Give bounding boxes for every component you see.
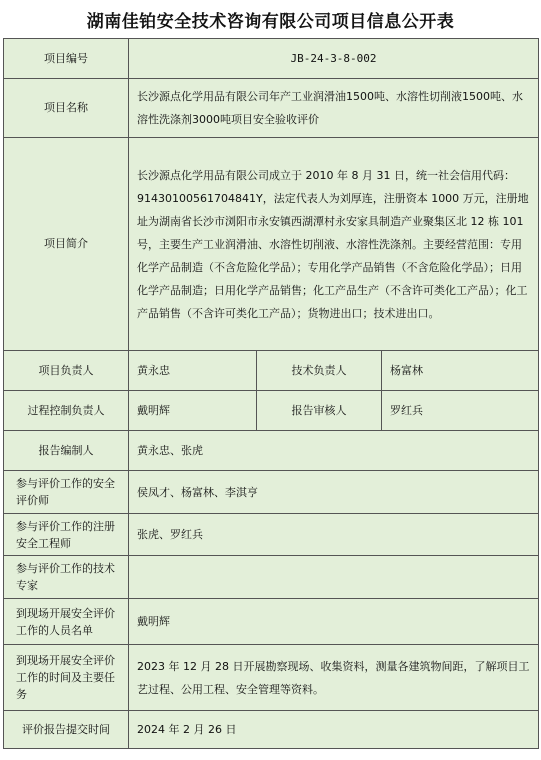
row-onsite-staff bbox=[4, 599, 539, 645]
report-reviewer-value: 罗红兵 bbox=[382, 391, 539, 431]
tech-lead-value: 杨富林 bbox=[382, 351, 539, 391]
row-onsite-tasks bbox=[4, 645, 539, 711]
process-control-value: 戴明辉 bbox=[129, 391, 257, 431]
report-reviewer-label: 报告审核人 bbox=[257, 391, 382, 431]
project-intro-value: 长沙源点化学用品有限公司成立于 2010 年 8 月 31 日，统一社会信用代码：91430100561704841Y，法定代表人为刘厚连，注册资本 1000 万元，注册地址为湖南省长沙市浏阳市永安镇西湖潭村永安家具制造产业聚集区北 12 栋 101 号，主要生产工业润滑油、水溶性切削液、水溶性洗涤剂。主要经营范围：专用化学产品制造（不含危险化学品）；专用化学产品销售（不含危险化学品）；日用化学产品制造；日用化学产品销售；化工产品生产（不含许可类化工产品）；化工产品销售（不含许可类化工产品）；货物进出口；技术进出口。 bbox=[129, 138, 539, 351]
project-no-value: JB-24-3-8-002 bbox=[129, 39, 539, 79]
safety-engineers-label: 参与评价工作的注册安全工程师 bbox=[4, 514, 129, 556]
row-report-author bbox=[4, 431, 539, 471]
safety-evaluators-label: 参与评价工作的安全评价师 bbox=[4, 471, 129, 514]
row-tech-experts bbox=[4, 556, 539, 599]
project-lead-label: 项目负责人 bbox=[4, 351, 129, 391]
row-safety-evaluators bbox=[4, 471, 539, 514]
project-lead-value: 黄永忠 bbox=[129, 351, 257, 391]
report-author-label: 报告编制人 bbox=[4, 431, 129, 471]
project-name-label: 项目名称 bbox=[4, 79, 129, 138]
onsite-staff-label: 到现场开展安全评价工作的人员名单 bbox=[4, 599, 129, 645]
row-safety-engineers bbox=[4, 514, 539, 556]
submit-time-value: 2024 年 2 月 26 日 bbox=[129, 711, 539, 749]
project-info-table bbox=[3, 38, 539, 749]
onsite-tasks-label: 到现场开展安全评价工作的时间及主要任务 bbox=[4, 645, 129, 711]
tech-lead-label: 技术负责人 bbox=[257, 351, 382, 391]
row-project-name bbox=[4, 79, 539, 138]
row-leaders bbox=[4, 351, 539, 391]
tech-experts-value bbox=[129, 556, 539, 599]
row-submit-time bbox=[4, 711, 539, 749]
safety-evaluators-value: 侯凤才、杨富林、李淇亨 bbox=[129, 471, 539, 514]
project-name-value: 长沙源点化学用品有限公司年产工业润滑油1500吨、水溶性切削液1500吨、水溶性洗涤剂3000吨项目安全验收评价 bbox=[129, 79, 539, 138]
process-control-label: 过程控制负责人 bbox=[4, 391, 129, 431]
row-project-no bbox=[4, 39, 539, 79]
safety-engineers-value: 张虎、罗红兵 bbox=[129, 514, 539, 556]
submit-time-label: 评价报告提交时间 bbox=[4, 711, 129, 749]
row-controls bbox=[4, 391, 539, 431]
project-intro-label: 项目简介 bbox=[4, 138, 129, 351]
tech-experts-label: 参与评价工作的技术专家 bbox=[4, 556, 129, 599]
page-title: 湖南佳铂安全技术咨询有限公司项目信息公开表 bbox=[86, 11, 455, 32]
onsite-tasks-value: 2023 年 12 月 28 日开展勘察现场、收集资料，测量各建筑物间距，了解项目工艺过程、公用工程、安全管理等资料。 bbox=[129, 645, 539, 711]
onsite-staff-value: 戴明辉 bbox=[129, 599, 539, 645]
row-project-intro bbox=[4, 138, 539, 351]
project-no-label: 项目编号 bbox=[4, 39, 129, 79]
report-author-value: 黄永忠、张虎 bbox=[129, 431, 539, 471]
